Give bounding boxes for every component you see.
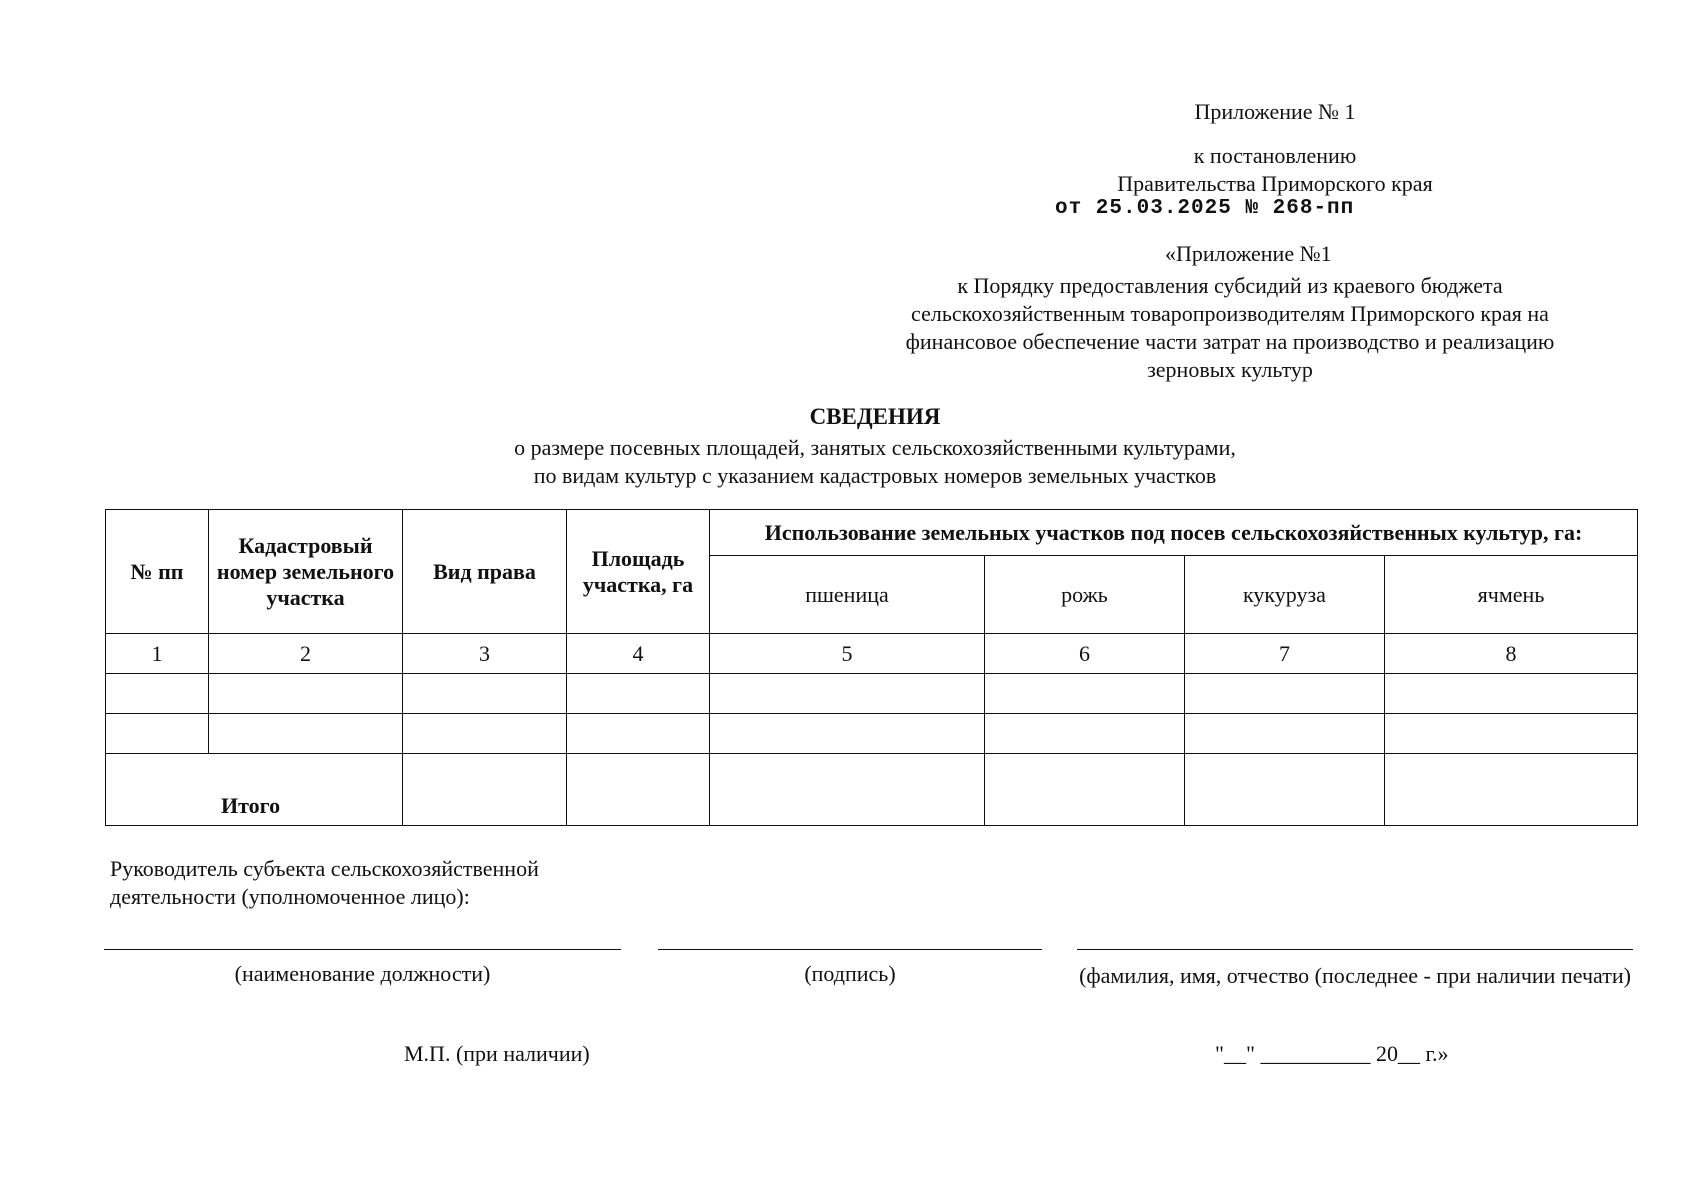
annex-ref-line3: финансовое обеспечение части затрат на производство и реализацию — [905, 329, 1555, 354]
empty-cell[interactable] — [1385, 754, 1638, 826]
col-header-land-usage: Использование земельных участков под посев сельскохозяйственных культур, га: — [710, 510, 1638, 556]
empty-cell[interactable] — [710, 714, 985, 754]
name-label: (фамилия, имя, отчество (последнее - при наличии печати) — [1079, 963, 1631, 988]
empty-cell[interactable] — [1185, 674, 1385, 714]
position-label: (наименование должности) — [234, 961, 491, 986]
order-number: от 25.03.2025 № 268-пп — [1055, 197, 1355, 220]
document-subtitle-line2: по видам культур с указанием кадастровых номеров земельных участков — [533, 463, 1217, 488]
annex-label: Приложение № 1 — [1194, 99, 1356, 124]
table-row — [106, 674, 1638, 714]
empty-cell[interactable] — [1185, 714, 1385, 754]
annex-ref-line1: к Порядку предоставления субсидий из краевого бюджета — [957, 273, 1503, 298]
empty-cell[interactable] — [403, 754, 567, 826]
column-number: 7 — [1185, 634, 1385, 674]
empty-cell[interactable] — [567, 714, 710, 754]
col-header-rye: рожь — [985, 556, 1185, 634]
column-numbers-row — [106, 634, 1638, 674]
column-number: 4 — [567, 634, 710, 674]
empty-cell[interactable] — [710, 754, 985, 826]
position-line[interactable] — [104, 949, 621, 950]
signature-line[interactable] — [658, 949, 1042, 950]
column-number: 6 — [985, 634, 1185, 674]
total-row — [106, 754, 1638, 826]
col-header-corn: кукуруза — [1185, 556, 1385, 634]
government-name: Правительства Приморского края — [1117, 171, 1433, 196]
empty-cell[interactable] — [106, 674, 209, 714]
col-header-cadastral: Кадастровый номер земельного участка — [209, 510, 403, 634]
empty-cell[interactable] — [567, 674, 710, 714]
empty-cell[interactable] — [403, 714, 567, 754]
signature-label: (подпись) — [804, 961, 896, 986]
date-label: "__" __________ 20__ г.» — [1215, 1041, 1449, 1066]
name-line[interactable] — [1077, 949, 1633, 950]
head-label-line1: Руководитель субъекта сельскохозяйственной — [110, 856, 539, 881]
col-header-number: № пп — [106, 510, 209, 634]
col-header-right-type: Вид права — [403, 510, 567, 634]
empty-cell[interactable] — [209, 714, 403, 754]
col-header-area: Площадь участка, га — [567, 510, 710, 634]
col-header-barley: ячмень — [1385, 556, 1638, 634]
document-subtitle-line1: о размере посевных площадей, занятых сельскохозяйственными культурами, — [514, 435, 1236, 460]
empty-cell[interactable] — [985, 754, 1185, 826]
empty-cell[interactable] — [209, 674, 403, 714]
annex-ref-label: «Приложение №1 — [1165, 241, 1332, 266]
column-number: 5 — [710, 634, 985, 674]
annex-ref-line2: сельскохозяйственным товаропроизводителям Приморского края на — [911, 301, 1549, 326]
column-number: 1 — [106, 634, 209, 674]
empty-cell[interactable] — [567, 754, 710, 826]
stamp-label: М.П. (при наличии) — [404, 1041, 590, 1066]
to-resolution: к постановлению — [1193, 143, 1357, 168]
empty-cell[interactable] — [1185, 754, 1385, 826]
empty-cell[interactable] — [1385, 674, 1638, 714]
empty-cell[interactable] — [403, 674, 567, 714]
document-title: СВЕДЕНИЯ — [809, 404, 941, 429]
column-number: 8 — [1385, 634, 1638, 674]
col-header-wheat: пшеница — [710, 556, 985, 634]
head-label-line2: деятельности (уполномоченное лицо): — [110, 884, 470, 909]
column-number: 3 — [403, 634, 567, 674]
column-number: 2 — [209, 634, 403, 674]
empty-cell[interactable] — [1385, 714, 1638, 754]
empty-cell[interactable] — [985, 714, 1185, 754]
annex-ref-line4: зерновых культур — [1147, 357, 1313, 382]
table-row — [106, 714, 1638, 754]
empty-cell[interactable] — [106, 714, 209, 754]
total-label: Итого — [106, 754, 403, 826]
empty-cell[interactable] — [710, 674, 985, 714]
empty-cell[interactable] — [985, 674, 1185, 714]
sown-area-table — [105, 509, 1638, 826]
